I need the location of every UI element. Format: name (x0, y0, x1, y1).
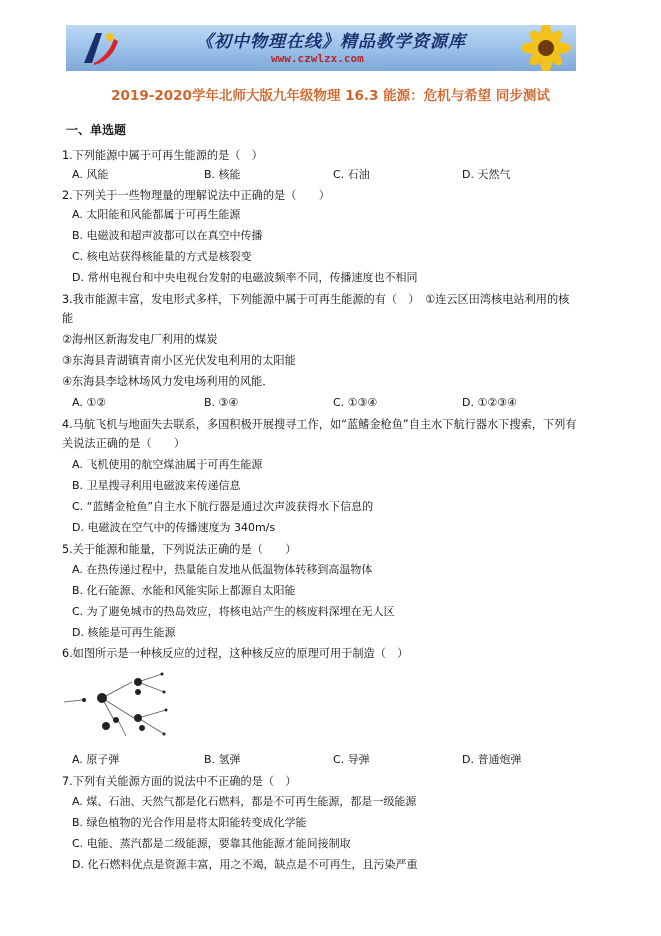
q4-option-a: A. 飞机使用的航空煤油属于可再生能源 (72, 458, 263, 471)
q5-option-a: A. 在热传递过程中，热量能自发地从低温物体转移到高温物体 (72, 563, 373, 576)
q3-item-3: ③东海县青湖镇青南小区光伏发电利用的太阳能 (62, 354, 296, 367)
q7-option-c: C. 电能、蒸汽都是二级能源，要靠其他能源才能间接制取 (72, 837, 351, 850)
q3-option-a: A. ①② (72, 396, 107, 409)
q5-option-b: B. 化石能源、水能和风能实际上都源自太阳能 (72, 584, 296, 597)
question-3-stem: 3.我市能源丰富，发电形式多样，下列能源中属于可再生能源的有（ ） ①连云区田湾核电站利用的核 (62, 293, 570, 306)
section-heading: 一、单选题 (66, 123, 127, 137)
q3-item-2: ②海州区新海发电厂利用的煤炭 (62, 333, 218, 346)
banner-title: 《初中物理在线》精品教学资源库 (196, 32, 466, 52)
question-6-stem: 6.如图所示是一种核反应的过程，这种核反应的原理可用于制造（ ） (62, 647, 409, 660)
sunflower-icon (496, 25, 576, 71)
question-1-stem: 1.下列能源中属于可再生能源的是（ ） (62, 149, 263, 162)
q3-option-d: D. ①②③④ (462, 396, 517, 409)
q3-option-b: B. ③④ (204, 396, 239, 409)
q1-option-c: C. 石油 (333, 168, 370, 181)
page-title: 2019-2020学年北师大版九年级物理 16.3 能源：危机与希望 同步测试 (111, 88, 550, 104)
q2-option-d: D. 常州电视台和中央电视台发射的电磁波频率不同，传播速度也不相同 (72, 271, 418, 284)
q7-option-b: B. 绿色植物的光合作用是将太阳能转变成化学能 (72, 816, 307, 829)
q6-option-a: A. 原子弹 (72, 753, 120, 766)
q3-option-c: C. ①③④ (333, 396, 378, 409)
q7-option-a: A. 煤、石油、天然气都是化石燃料，都是不可再生能源，都是一级能源 (72, 795, 417, 808)
q4-option-d: D. 电磁波在空气中的传播速度为 340m/s (72, 521, 276, 534)
question-5-stem: 5.关于能源和能量，下列说法正确的是（ ） (62, 543, 297, 556)
q3-item-4: ④东海县李埝林场风力发电场利用的风能． (62, 375, 274, 388)
q5-option-c: C. 为了避免城市的热岛效应，将核电站产生的核废料深埋在无人区 (72, 605, 395, 618)
q2-option-b: B. 电磁波和超声波都可以在真空中传播 (72, 229, 263, 242)
q2-option-c: C. 核电站获得核能量的方式是核裂变 (72, 250, 252, 263)
header-banner (66, 25, 576, 71)
q1-option-a: A. 风能 (72, 168, 109, 181)
nuclear-reaction-diagram (62, 670, 182, 740)
q6-option-c: C. 导弹 (333, 753, 370, 766)
q5-option-d: D. 核能是可再生能源 (72, 626, 176, 639)
question-7-stem: 7.下列有关能源方面的说法中不正确的是（ ） (62, 775, 297, 788)
question-4-stem: 4.马航飞机与地面失去联系，多国积极开展搜寻工作，如“蓝鳍金枪鱼”自主水下航行器水下搜索，下列有 (62, 418, 577, 431)
site-logo-icon (80, 29, 120, 67)
banner-url: www.czwlzx.com (271, 52, 364, 65)
q2-option-a: A. 太阳能和风能都属于可再生能源 (72, 208, 241, 221)
question-4-stem-cont: 关说法正确的是（ ） (62, 437, 186, 450)
q1-option-d: D. 天然气 (462, 168, 511, 181)
q4-option-c: C. “蓝鳍金枪鱼”自主水下航行器是通过次声波获得水下信息的 (72, 500, 374, 513)
q7-option-d: D. 化石燃料优点是资源丰富，用之不竭，缺点是不可再生，且污染严重 (72, 858, 418, 871)
question-2-stem: 2.下列关于一些物理量的理解说法中正确的是（ ） (62, 189, 330, 202)
q6-option-d: D. 普通炮弹 (462, 753, 522, 766)
q6-option-b: B. 氢弹 (204, 753, 241, 766)
q1-option-b: B. 核能 (204, 168, 241, 181)
q4-option-b: B. 卫星搜寻利用电磁波来传递信息 (72, 479, 241, 492)
question-3-stem-cont: 能 (62, 312, 74, 325)
